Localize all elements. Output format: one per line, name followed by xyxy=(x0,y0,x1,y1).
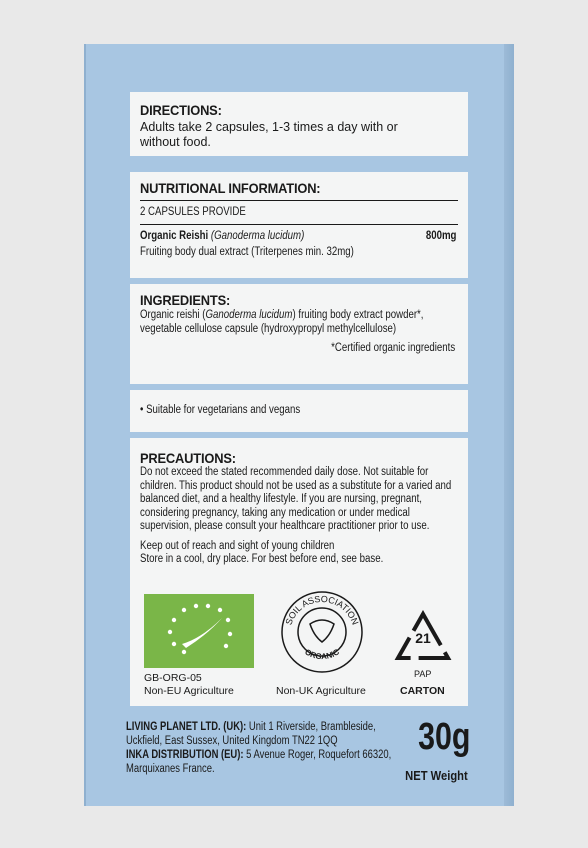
soil-center-text: ORGANIC xyxy=(303,647,341,662)
product-box-back xyxy=(84,44,514,806)
nutrition-item-latin: (Ganoderma lucidum) xyxy=(210,229,305,242)
ingredients-text xyxy=(140,309,455,336)
directions-title: DIRECTIONS: xyxy=(140,102,222,118)
nutrition-item-detail: Fruiting body dual extract (Triterpenes min. 32mg) xyxy=(140,246,354,258)
precautions-keep-out: Keep out of reach and sight of young children xyxy=(140,539,335,552)
ingredients-prefix: Organic reishi ( xyxy=(140,309,206,321)
ingredients-latin: Ganoderma lucidum xyxy=(205,309,293,321)
nutrition-item xyxy=(140,230,304,244)
nutrition-subtitle: 2 CAPSULES PROVIDE xyxy=(140,206,246,218)
eu-organic-leaf-icon xyxy=(144,594,254,668)
net-amount: 30g xyxy=(417,716,470,758)
net-label: NET Weight xyxy=(405,768,468,783)
recycling-icon xyxy=(392,610,454,664)
nutrition-rule-top xyxy=(140,200,458,201)
box-side-edge xyxy=(504,44,514,806)
nutrition-panel xyxy=(130,172,468,278)
footer xyxy=(126,716,504,783)
ingredients-note: *Certified organic ingredients xyxy=(331,342,456,354)
nutrition-title: NUTRITIONAL INFORMATION: xyxy=(140,180,321,196)
uk-address-text: Unit 1 Riverside, Brambleside, Uckfield, East Sussex, United Kingdom TN22 1QQ xyxy=(126,721,376,747)
uk-address xyxy=(126,720,397,748)
certification-logos xyxy=(130,590,468,708)
soil-ring-text: SOIL ASSOCIATION xyxy=(283,593,361,627)
nutrition-row xyxy=(140,230,458,244)
directions-panel xyxy=(130,92,468,156)
eu-caption: Non-EU Agriculture xyxy=(144,685,234,697)
suitability-panel xyxy=(130,390,468,432)
nutrition-item-amount: 800mg xyxy=(425,229,456,242)
uk-company: LIVING PLANET LTD. (UK): xyxy=(126,721,247,733)
directions-text: Adults take 2 capsules, 1-3 times a day with or without food. xyxy=(140,120,398,149)
soil-association-logo xyxy=(280,590,364,674)
recycle-number: 21 xyxy=(415,630,431,646)
recycle-code: PAP xyxy=(414,669,432,679)
ingredients-panel xyxy=(130,284,468,384)
precautions-text: Do not exceed the stated recommended daily dose. Not suitable for children. This product should not be used as a substitute for a varied and balanced diet, and a healthy lifestyle. If you are nursing, pregnant, considering pregnancy, taking any medication or under medical supervision, please consult your healthcare practitioner prior to use. xyxy=(140,466,452,532)
precautions-title: PRECAUTIONS: xyxy=(140,450,236,466)
ingredients-title: INGREDIENTS: xyxy=(140,292,231,308)
suitability-text: • Suitable for vegetarians and vegans xyxy=(140,404,301,416)
eu-address xyxy=(126,748,397,776)
precautions-store: Store in a cool, dry place. For best before end, see base. xyxy=(140,553,384,565)
svg-text:ORGANIC xyxy=(303,647,341,661)
eu-code: GB-ORG-05 xyxy=(144,672,202,684)
nutrition-item-name: Organic Reishi xyxy=(140,229,209,242)
recycle-caption: CARTON xyxy=(400,685,445,697)
nutrition-rule-mid xyxy=(140,224,458,225)
soil-caption: Non-UK Agriculture xyxy=(276,685,366,697)
ingredients-suffix: ) fruiting body extract powder*, vegetable cellulose capsule (hydroxypropyl methylcellulose) xyxy=(140,309,424,335)
eu-company: INKA DISTRIBUTION (EU): xyxy=(126,749,244,761)
eu-address-text: 5 Avenue Roger, Roquefort 66320, Marquixanes France. xyxy=(126,749,392,775)
svg-text:SOIL ASSOCIATION xyxy=(284,594,361,626)
